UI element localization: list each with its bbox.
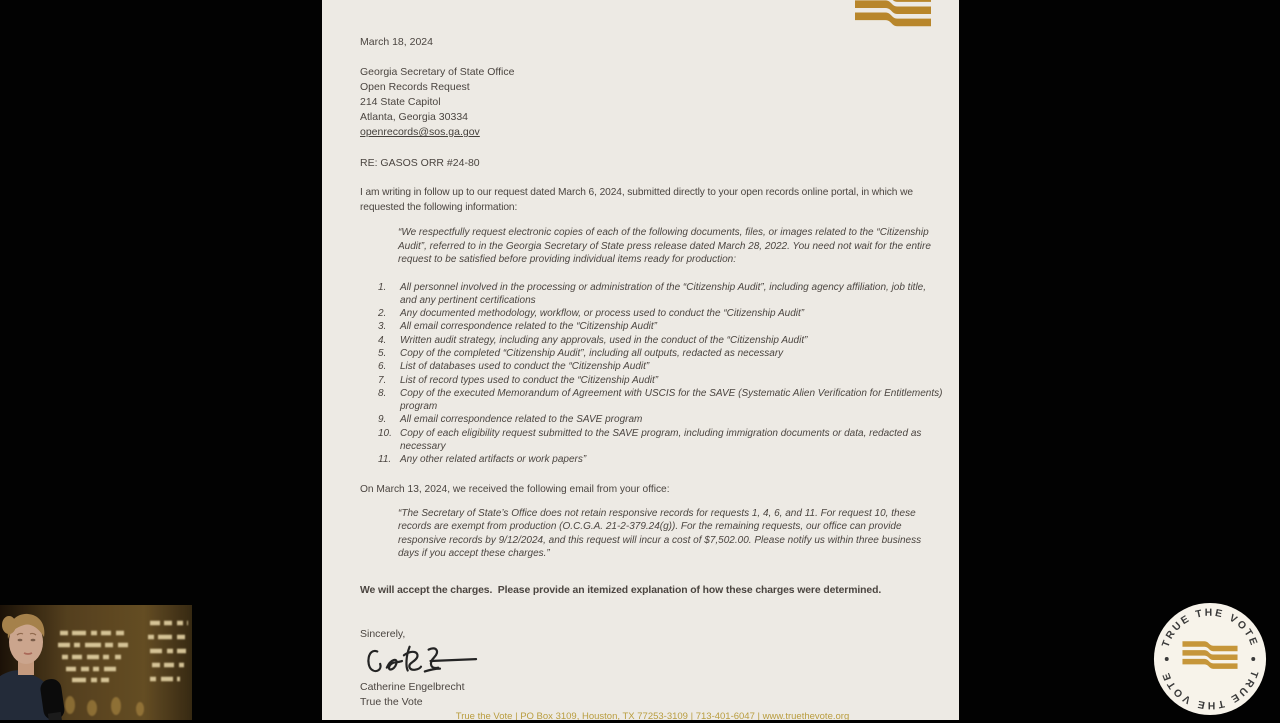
address-line: Georgia Secretary of State Office (360, 66, 515, 78)
request-item-text: Written audit strategy, including any approvals, used in the conduct of the “Citizenship Audit” (400, 334, 808, 346)
address-line: Atlanta, Georgia 30334 (360, 111, 468, 123)
signer-org: True the Vote (360, 695, 423, 708)
request-item-number: 4. (378, 334, 387, 346)
closing-line: Sincerely, (360, 627, 406, 640)
request-item-number: 6. (378, 361, 387, 373)
signature (362, 642, 480, 680)
seal-text-bottom: TRUE THE VOTE (1160, 669, 1260, 711)
letter-document (322, 0, 959, 720)
request-item (378, 320, 945, 333)
truethevote-logo-icon (855, 0, 931, 31)
recipient-address (360, 65, 945, 125)
request-item (378, 360, 945, 373)
request-item-text: All email correspondence related to the “Citizenship Audit” (400, 321, 657, 333)
signer-name: Catherine Engelbrecht (360, 680, 465, 693)
request-item-text: Any documented methodology, workflow, or process used to conduct the “Citizenship Audit” (400, 308, 805, 320)
request-item-text: Copy of the completed “Citizenship Audit”, including all outputs, redacted as necessary (400, 347, 784, 359)
request-item-text: All email correspondence related to the SAVE program (400, 414, 643, 426)
request-item-text: Any other related artifacts or work papers” (400, 454, 587, 466)
request-item-number: 1. (378, 281, 387, 293)
email-intro: On March 13, 2024, we received the following email from your office: (360, 483, 670, 495)
request-item (378, 427, 945, 454)
letter-footer: True the Vote | PO Box 3109, Houston, TX 77253-3109 | 713-401-6047 | www.truethevote.org (455, 711, 850, 720)
request-item (378, 453, 945, 466)
seal-text-top: TRUE THE VOTE (1160, 607, 1260, 649)
request-item-number: 7. (378, 374, 387, 386)
request-item-text: All personnel involved in the processing or administration of the “Citizenship Audit”, including agency affiliation, job title, and any pertinent certifications (400, 281, 927, 306)
request-item (378, 374, 945, 387)
request-item-text: List of databases used to conduct the “Citizenship Audit” (400, 361, 650, 373)
webcam-overlay (0, 605, 192, 720)
request-item-number: 3. (378, 321, 387, 333)
request-item (378, 413, 945, 426)
request-item (378, 307, 945, 320)
request-item-number: 9. (378, 414, 387, 426)
seal-background (1154, 603, 1266, 715)
request-item-text: Copy of each eligibility request submitted to the SAVE program, including immigration documents or data, redacted as necessary (400, 427, 922, 453)
request-item-number: 11. (378, 454, 392, 466)
request-item-text: Copy of the executed Memorandum of Agreement with USCIS for the SAVE (Systematic Alien Verification for Entitlements) program (400, 387, 943, 413)
request-item (378, 334, 945, 347)
request-item (378, 281, 945, 308)
recipient-email (360, 125, 945, 140)
address-line: Open Records Request (360, 81, 470, 93)
intro-paragraph: I am writing in follow up to our request dated March 6, 2024, submitted directly to your open records online portal, in which we requested the following information: (360, 187, 913, 213)
recipient-email-link: openrecords@sos.ga.gov (360, 126, 480, 138)
request-list (378, 281, 945, 467)
truethevote-seal (1151, 600, 1269, 718)
office-reply-quote: “The Secretary of State’s Office does not retain responsive records for requests 1, 4, 6, and 11. For request 10, these records are exempt from production (O.C.G.A. 21-2-379.24(g)). For the remaining requests, our office can provide responsive records by 9/12/2024, and this request will incur a cost of $7,502.00. Please notify us within three business days if you accept these charges.” (398, 507, 922, 560)
subject-line: RE: GASOS ORR #24-80 (360, 157, 480, 169)
request-item-text: List of record types used to conduct the “Citizenship Audit” (400, 374, 659, 386)
request-quote: “We respectfully request electronic copies of each of the following documents, files, or images related to the “Citizenship Audit”, referred to in the Georgia Secretary of State press release dated March 28, 2022. You need not wait for the entire request to be satisfied before providing individual items ready for production: (398, 227, 931, 265)
request-item (378, 387, 945, 414)
request-item-number: 8. (378, 387, 387, 399)
request-item-number: 5. (378, 347, 387, 359)
request-item-number: 10. (378, 427, 392, 439)
request-item-number: 2. (378, 308, 387, 320)
request-item (378, 347, 945, 360)
letter-date: March 18, 2024 (360, 36, 433, 48)
acceptance-line: We will accept the charges. Please provide an itemized explanation of how these charges were determined. (360, 584, 882, 596)
address-line: 214 State Capitol (360, 96, 441, 108)
